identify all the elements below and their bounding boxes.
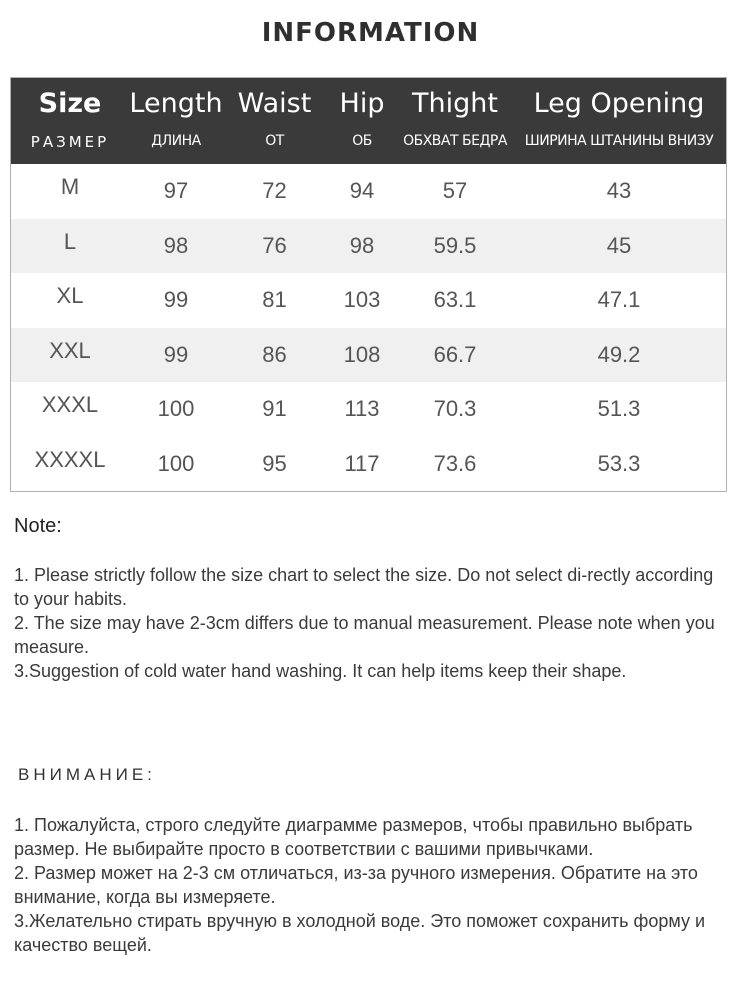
cell-waist: 81: [262, 287, 287, 312]
note-ru-list: [14, 813, 726, 957]
header-length-ru: ДЛИНА: [151, 133, 201, 149]
cell-length: 100: [157, 396, 195, 421]
size-chart-table: [10, 77, 727, 492]
page-title: INFORMATION: [261, 18, 480, 48]
header-leg-opening: [512, 78, 726, 164]
table-row: [11, 273, 726, 328]
header-thigh-en: Thight: [412, 88, 498, 119]
header-length-en: Length: [129, 88, 223, 119]
cell-thigh: 63.1: [433, 287, 477, 312]
header-leg-opening-en: Leg Opening: [533, 88, 705, 119]
cell-length: 99: [163, 341, 189, 367]
table-row: [11, 164, 726, 219]
cell-waist: 86: [262, 341, 287, 367]
cell-size: XL: [56, 283, 84, 308]
cell-length: 98: [163, 232, 189, 258]
cell-hip: 94: [349, 178, 375, 203]
cell-thigh: 70.3: [433, 396, 477, 421]
header-waist-ru: ОТ: [265, 133, 284, 149]
cell-thigh: 66.7: [433, 341, 477, 367]
cell-hip: 117: [344, 450, 380, 476]
cell-waist: 95: [262, 450, 287, 476]
header-thigh: [398, 78, 512, 164]
header-size-ru: РАЗМЕР: [30, 133, 110, 151]
header-waist: [223, 78, 326, 164]
cell-length: 99: [163, 287, 189, 312]
cell-leg-opening: 45: [606, 232, 632, 258]
cell-hip: 113: [344, 396, 380, 421]
cell-leg-opening: 49.2: [597, 341, 641, 367]
cell-leg-opening: 53.3: [597, 450, 641, 476]
cell-size: XXL: [49, 337, 91, 363]
cell-size: L: [63, 228, 77, 254]
note-heading: Note:: [14, 515, 62, 537]
header-hip-en: Hip: [339, 88, 385, 119]
table-row: [11, 328, 726, 383]
table-row: [11, 219, 726, 274]
table-row: [11, 437, 726, 492]
cell-size: XXXXL: [34, 446, 106, 472]
header-length: [129, 78, 223, 164]
cell-length: 97: [163, 178, 189, 203]
cell-length: 100: [157, 450, 195, 476]
cell-hip: 108: [343, 341, 381, 367]
cell-leg-opening: 51.3: [597, 396, 641, 421]
cell-thigh: 59.5: [433, 232, 477, 258]
cell-thigh: 57: [442, 178, 468, 203]
cell-waist: 72: [262, 178, 287, 203]
cell-size: XXXL: [41, 392, 99, 417]
cell-size: M: [60, 174, 80, 199]
note-item: 2. The size may have 2-3cm differs due to manual measurement. Please note when you measure.: [14, 613, 715, 657]
cell-hip: 103: [343, 287, 381, 312]
cell-hip: 98: [349, 232, 375, 258]
table-row: [11, 382, 726, 437]
note-item: 1. Please strictly follow the size chart to select the size. Do not select di-rectly according to your habits.: [14, 565, 714, 609]
note-ru-item: 3.Желательно стирать вручную в холодной воде. Это поможет сохранить форму и качество вещей.: [14, 911, 706, 955]
cell-waist: 76: [262, 232, 287, 258]
note-list: [14, 563, 726, 683]
header-size-en: Size: [38, 88, 102, 119]
note-ru-heading: ВНИМАНИЕ:: [18, 765, 156, 784]
cell-leg-opening: 47.1: [597, 287, 641, 312]
header-hip: [326, 78, 398, 164]
header-thigh-ru: ОБХВАТ БЕДРА: [403, 133, 507, 149]
header-waist-en: Waist: [237, 88, 312, 119]
table-header: [11, 78, 726, 164]
note-ru-item: 1. Пожалуйста, строго следуйте диаграмме размеров, чтобы правильно выбрать размер. Не выбирайте просто в соответствии с вашими привычками.: [14, 815, 693, 859]
cell-waist: 91: [262, 396, 287, 421]
cell-thigh: 73.6: [433, 450, 477, 476]
header-size: [11, 78, 129, 164]
header-hip-ru: ОБ: [352, 133, 372, 149]
note-ru-item: 2. Размер может на 2-3 см отличаться, из-за ручного измерения. Обратите на это внимание, когда вы измеряете.: [14, 863, 698, 907]
header-leg-opening-ru: ШИРИНА ШТАНИНЫ ВНИЗУ: [524, 133, 714, 149]
note-item: 3.Suggestion of cold water hand washing. It can help items keep their shape.: [14, 661, 627, 681]
cell-leg-opening: 43: [606, 178, 632, 203]
